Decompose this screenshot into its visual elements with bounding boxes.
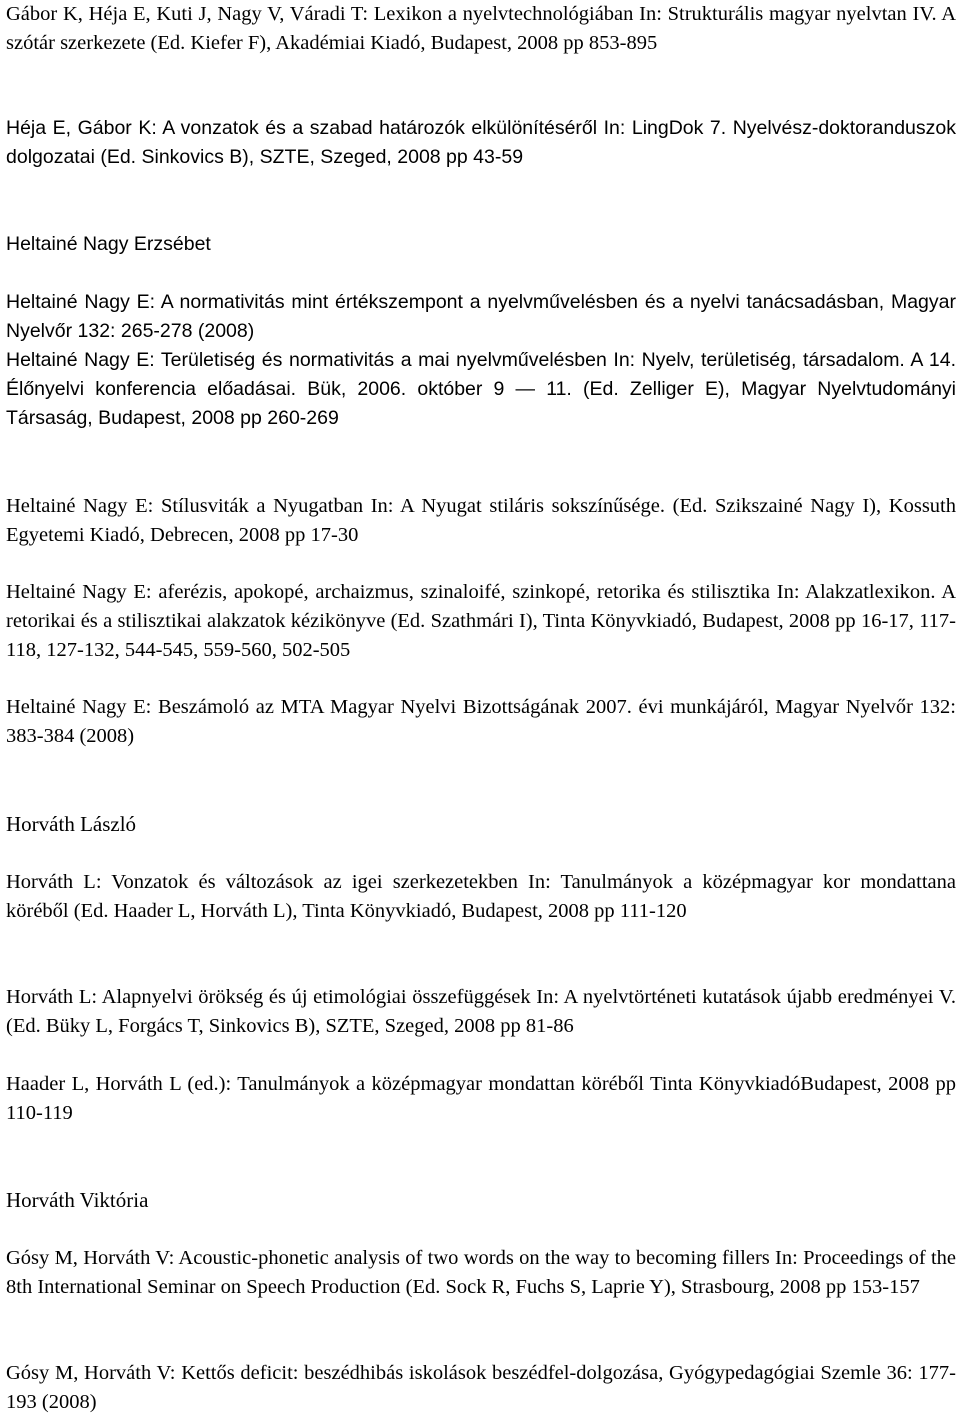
reference-heltaine-alakzatlexikon: Heltainé Nagy E: aferézis, apokopé, archaizmus, szinaloifé, szinkopé, retorika és stilisztika In: Alakzatlexikon. A retorikai és a stilisztikai alakzatok kézikönyve (Ed. Szathmári I), Tinta Könyvkiadó, Budapest, 2008 pp 16-17, 117-118, 127-132, 544-545, 559-560, 502-505 [6, 581, 956, 661]
author-heading-heltaine-nagy-erzsebet: Heltainé Nagy Erzsébet [6, 233, 211, 255]
author-heading-horvath-laszlo: Horváth László [6, 812, 137, 836]
reference-horvath-vonzatok: Horváth L: Vonzatok és változások az igei szerkezetekben In: Tanulmányok a középmagyar kor mondattana köréből (Ed. Haader L, Horváth L), Tinta Könyvkiadó, Budapest, 2008 pp 111-120 [6, 871, 956, 922]
reference-gabor-heja-lexikon: Gábor K, Héja E, Kuti J, Nagy V, Váradi T: Lexikon a nyelvtechnológiában In: Strukturális magyar nyelvtan IV. A szótár szerkezete (Ed. Kiefer F), Akadémiai Kiadó, Budapest, 2008 pp 853-895 [6, 3, 956, 54]
author-heading-horvath-viktoria: Horváth Viktória [6, 1188, 149, 1212]
reference-heltaine-normativitas: Heltainé Nagy E: A normativitás mint értékszempont a nyelvművelésben és a nyelvi tanácsadásban, Magyar Nyelvőr 132: 265-278 (2008) [6, 291, 956, 342]
reference-gosy-horvath-kettos: Gósy M, Horváth V: Kettős deficit: beszédhibás iskolások beszédfel-dolgozása, Gyógypedagógiai Szemle 36: 177-193 (2008) [6, 1362, 956, 1413]
reference-heja-gabor-vonzatok: Héja E, Gábor K: A vonzatok és a szabad határozók elkülönítéséről In: LingDok 7. Nyelvész-doktoranduszok dolgozatai (Ed. Sinkovics B), SZTE, Szeged, 2008 pp 43-59 [6, 117, 956, 168]
reference-gosy-horvath-acoustic: Gósy M, Horváth V: Acoustic-phonetic analysis of two words on the way to becoming fillers In: Proceedings of the 8th International Seminar on Speech Production (Ed. Sock R, Fuchs S, Laprie Y), Strasbourg, 2008 pp 153-157 [6, 1247, 956, 1298]
reference-heltaine-stilusvitak: Heltainé Nagy E: Stílusviták a Nyugatban In: A Nyugat stiláris sokszínűsége. (Ed. Szikszainé Nagy I), Kossuth Egyetemi Kiadó, Debrecen, 2008 pp 17-30 [6, 495, 956, 546]
reference-haader-horvath-tanulmanyok: Haader L, Horváth L (ed.): Tanulmányok a középmagyar mondattan köréből Tinta KönyvkiadóBudapest, 2008 pp 110-119 [6, 1073, 956, 1124]
reference-horvath-alapnyelvi: Horváth L: Alapnyelvi örökség és új etimológiai összefüggések In: A nyelvtörténeti kutatások újabb eredményei V. (Ed. Büky L, Forgács T, Sinkovics B), SZTE, Szeged, 2008 pp 81-86 [6, 986, 956, 1037]
reference-heltaine-teruletiseg: Heltainé Nagy E: Területiség és normativitás a mai nyelvművelésben In: Nyelv, területiség, társadalom. A 14. Élőnyelvi konferencia előadásai. Bük, 2006. október 9 — 11. (Ed. Zelliger E), Magyar Nyelvtudományi Társaság, Budapest, 2008 pp 260-269 [6, 349, 956, 429]
reference-heltaine-beszamolo: Heltainé Nagy E: Beszámoló az MTA Magyar Nyelvi Bizottságának 2007. évi munkájáról, Magyar Nyelvőr 132: 383-384 (2008) [6, 696, 956, 747]
